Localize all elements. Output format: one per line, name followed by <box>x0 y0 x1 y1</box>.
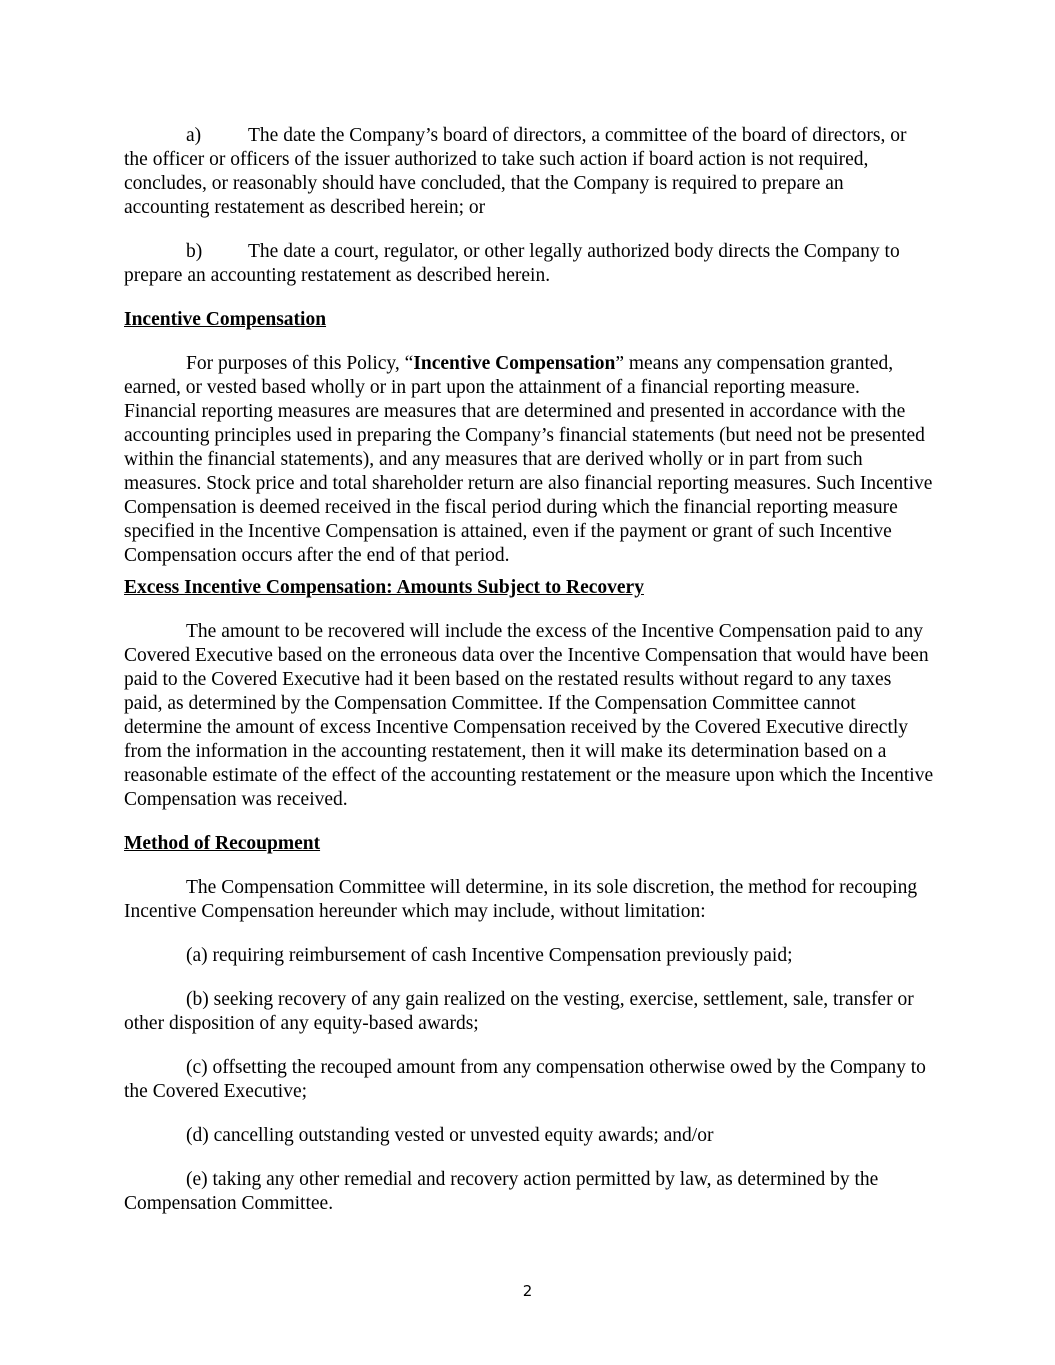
section-heading-method-of-recoupment: Method of Recoupment <box>124 833 321 854</box>
incentive-intro: For purposes of this Policy, “ <box>186 353 414 374</box>
list-item-a <box>124 124 934 220</box>
recoupment-method-b: (b) seeking recovery of any gain realized on the vesting, exercise, settlement, sale, transfer or other disposition of any equity-based awards; <box>124 989 914 1034</box>
incentive-compensation-paragraph <box>124 352 934 568</box>
recoupment-method-e: (e) taking any other remedial and recovery action permitted by law, as determined by the Compensation Committee. <box>124 1169 879 1214</box>
recoupment-intro-paragraph: The Compensation Committee will determine, in its sole discretion, the method for recouping Incentive Compensation hereunder which may include, without limitation: <box>124 877 918 922</box>
document-page <box>124 124 934 1236</box>
list-marker-b: b) <box>186 241 203 262</box>
recoupment-method-c: (c) offsetting the recouped amount from any compensation otherwise owed by the Company to the Covered Executive; <box>124 1057 926 1102</box>
section-heading-excess-incentive: Excess Incentive Compensation: Amounts Subject to Recovery <box>124 577 644 598</box>
recoupment-method-a: (a) requiring reimbursement of cash Incentive Compensation previously paid; <box>186 945 793 966</box>
section-heading-incentive-compensation: Incentive Compensation <box>124 309 327 330</box>
defined-term: Incentive Compensation <box>413 353 616 374</box>
page-number: 2 <box>522 1282 533 1300</box>
excess-incentive-paragraph: The amount to be recovered will include the excess of the Incentive Compensation paid to any Covered Executive based on the erroneous data over the Incentive Compensation that would have been paid to the Covered Executive had it been based on the restated results without regard to any taxes paid, as determined by the Compensation Committee. If the Compensation Committee cannot determine the amount of excess Incentive Compensation received by the Covered Executive directly from the information in the accounting restatement, then it will make its determination based on a reasonable estimate of the effect of the accounting restatement or the measure upon which the Incentive Compensation was received. <box>124 621 934 810</box>
list-item-a-text: The date the Company’s board of directors, a committee of the board of directors, or the officer or officers of the issuer authorized to take such action if board action is not required, concludes, or reasonably should have concluded, that the Company is required to prepare an accounting restatement as described herein; or <box>124 125 907 218</box>
incentive-body: ” means any compensation granted, earned, or vested based wholly or in part upon the attainment of a financial reporting measure. Financial reporting measures are measures that are determined and presented in accordance with the accounting principles used in preparing the Company’s financial statements (but need not be presented within the financial statements), and any measures that are derived wholly or in part from such measures. Stock price and total shareholder return are also financial reporting measures. Such Incentive Compensation is deemed received in the fiscal period during which the financial reporting measure specified in the Incentive Compensation is attained, even if the payment or grant of such Incentive Compensation occurs after the end of that period. <box>124 353 933 566</box>
list-item-b <box>124 240 934 288</box>
list-marker-a: a) <box>186 125 202 146</box>
list-item-b-text: The date a court, regulator, or other legally authorized body directs the Company to prepare an accounting restatement as described herein. <box>124 241 900 286</box>
recoupment-method-d: (d) cancelling outstanding vested or unvested equity awards; and/or <box>186 1125 714 1146</box>
